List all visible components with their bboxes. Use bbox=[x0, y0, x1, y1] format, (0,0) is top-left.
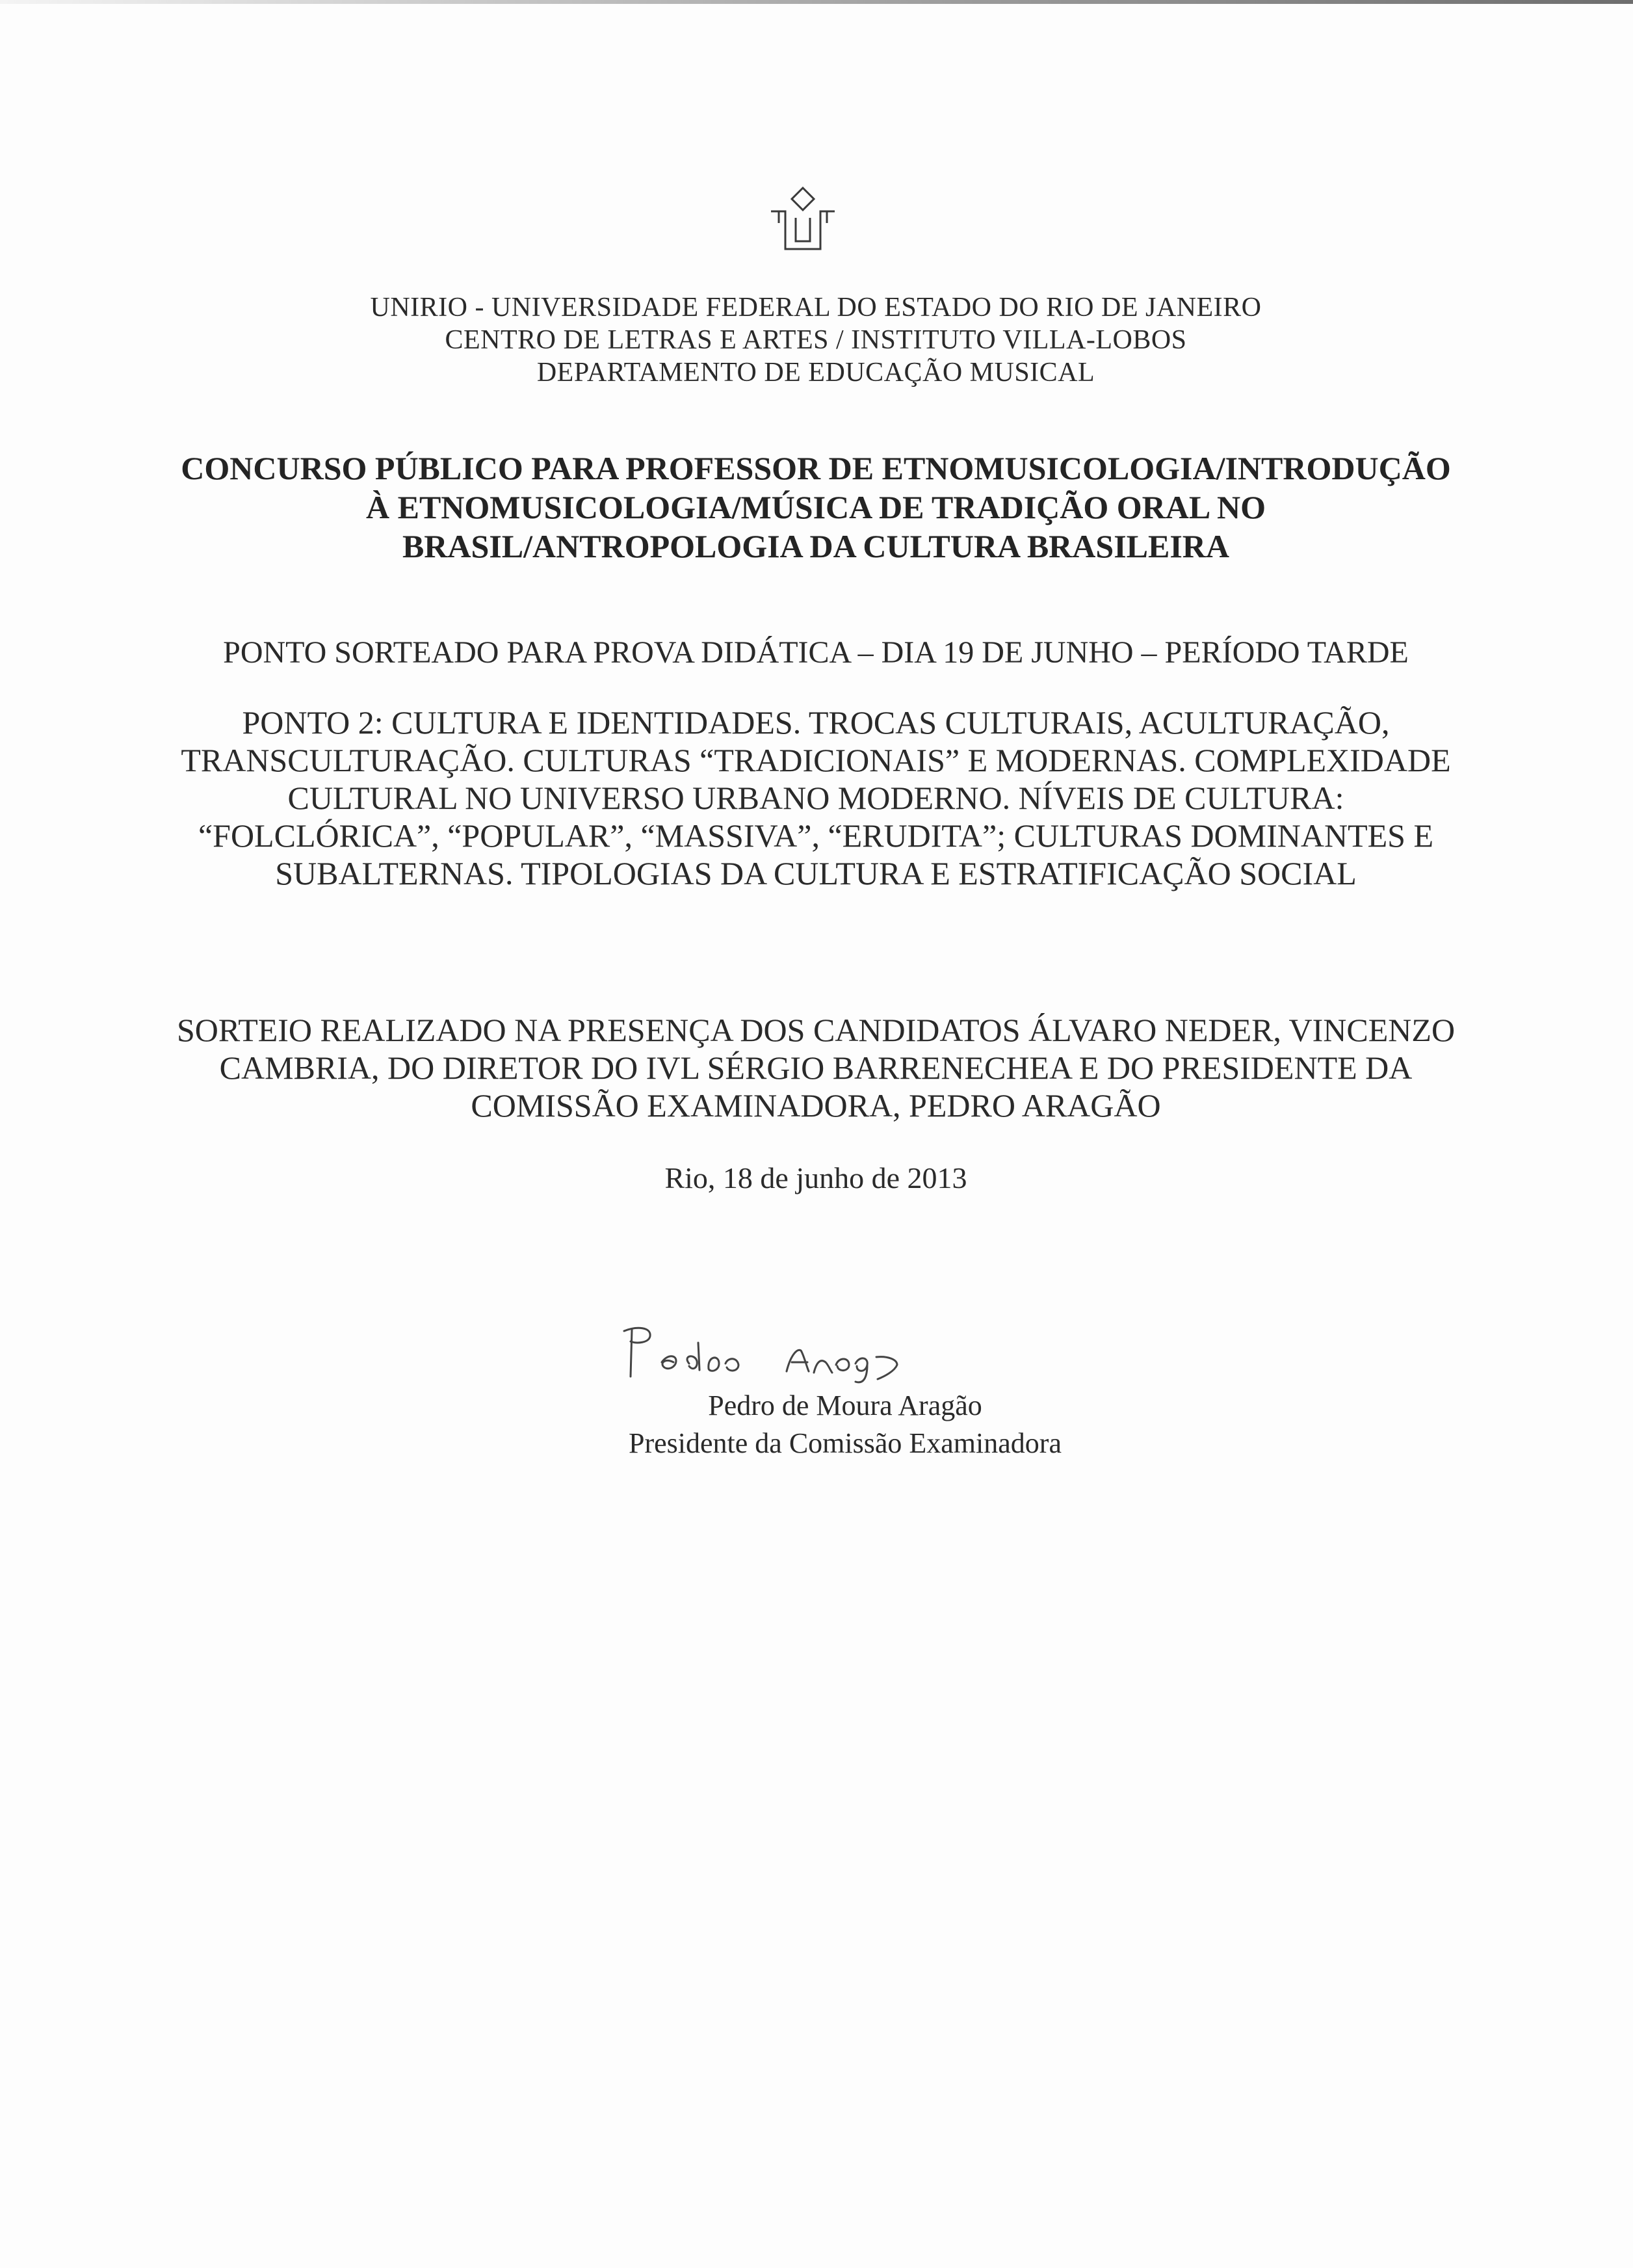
topic-paragraph bbox=[117, 704, 1515, 892]
ponto-sorteado-heading: PONTO SORTEADO PARA PROVA DIDÁTICA – DIA 19 DE JUNHO – PERÍODO TARDE bbox=[223, 635, 1409, 670]
unirio-logo-icon bbox=[767, 185, 839, 257]
title-line-1: CONCURSO PÚBLICO PARA PROFESSOR DE ETNOMUSICOLOGIA/INTRODUÇÃO bbox=[181, 450, 1451, 486]
presence-line-2: CAMBRIA, DO DIRETOR DO IVL SÉRGIO BARRENECHEA E DO PRESIDENTE DA bbox=[219, 1049, 1413, 1086]
header-line-3: DEPARTAMENTO DE EDUCAÇÃO MUSICAL bbox=[536, 358, 1095, 388]
handwritten-signature bbox=[611, 1317, 975, 1395]
document-title bbox=[117, 449, 1515, 566]
date-line: Rio, 18 de junho de 2013 bbox=[664, 1161, 967, 1194]
scan-edge bbox=[0, 0, 1633, 4]
title-line-2: À ETNOMUSICOLOGIA/MÚSICA DE TRADIÇÃO ORAL NO bbox=[366, 489, 1266, 525]
presence-line-1: SORTEIO REALIZADO NA PRESENÇA DOS CANDIDATOS ÁLVARO NEDER, VINCENZO bbox=[176, 1012, 1456, 1048]
signer-role: Presidente da Comissão Examinadora bbox=[629, 1427, 1062, 1459]
signer-name: Pedro de Moura Aragão bbox=[708, 1390, 982, 1421]
topic-line-5: SUBALTERNAS. TIPOLOGIAS DA CULTURA E ESTRATIFICAÇÃO SOCIAL bbox=[275, 855, 1357, 891]
topic-line-2: TRANSCULTURAÇÃO. CULTURAS “TRADICIONAIS” E MODERNAS. COMPLEXIDADE bbox=[181, 742, 1451, 778]
topic-line-1: PONTO 2: CULTURA E IDENTIDADES. TROCAS CULTURAIS, ACULTURAÇÃO, bbox=[242, 704, 1390, 741]
presence-paragraph bbox=[117, 1011, 1515, 1124]
topic-line-4: “FOLCLÓRICA”, “POPULAR”, “MASSIVA”, “ERUDITA”; CULTURAS DOMINANTES E bbox=[198, 817, 1434, 854]
topic-line-3: CULTURAL NO UNIVERSO URBANO MODERNO. NÍVEIS DE CULTURA: bbox=[287, 780, 1344, 816]
header-line-1: UNIRIO - UNIVERSIDADE FEDERAL DO ESTADO DO RIO DE JANEIRO bbox=[370, 293, 1262, 323]
header-line-2: CENTRO DE LETRAS E ARTES / INSTITUTO VILLA-LOBOS bbox=[445, 325, 1187, 355]
title-line-3: BRASIL/ANTROPOLOGIA DA CULTURA BRASILEIRA bbox=[402, 528, 1230, 564]
presence-line-3: COMISSÃO EXAMINADORA, PEDRO ARAGÃO bbox=[471, 1087, 1161, 1124]
